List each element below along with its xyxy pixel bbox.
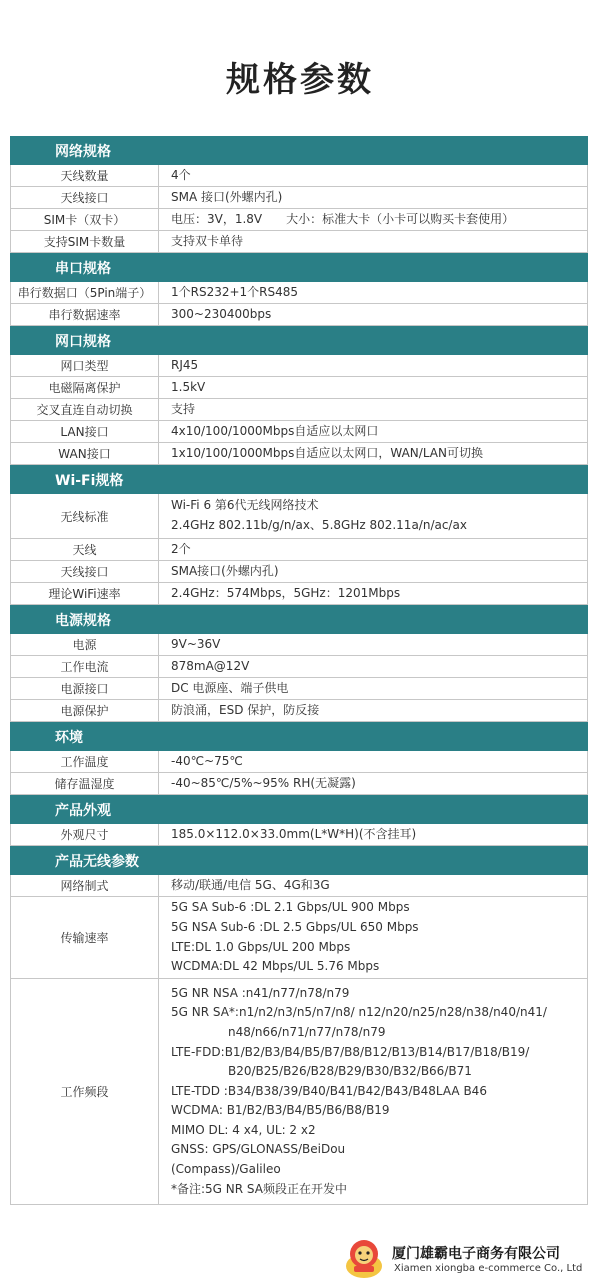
spec-row <box>10 187 588 209</box>
spec-row <box>10 282 588 304</box>
spec-value-line: WCDMA:DL 42 Mbps/UL 5.76 Mbps <box>171 959 380 974</box>
spec-label: 电源保护 <box>11 700 159 721</box>
spec-value <box>159 282 587 303</box>
section-header: 串口规格 <box>10 253 588 282</box>
page-title: 规格参数 <box>226 60 374 100</box>
spec-value <box>159 824 587 845</box>
spec-value-line: 300~230400bps <box>171 306 272 321</box>
spec-value <box>159 377 587 398</box>
spec-value <box>159 634 587 655</box>
spec-value <box>159 231 587 252</box>
spec-value <box>159 421 587 442</box>
spec-value-line: (Compass)/Galileo <box>171 1162 281 1177</box>
spec-label: LAN接口 <box>11 421 159 442</box>
spec-value-line: MIMO DL: 4 x4, UL: 2 x2 <box>171 1122 316 1137</box>
spec-label: 支持SIM卡数量 <box>11 231 159 252</box>
spec-row <box>10 304 588 326</box>
spec-value-line: 支持 <box>171 401 196 416</box>
spec-value-line: 移动/联通/电信 5G、4G和3G <box>171 877 330 892</box>
spec-value <box>159 751 587 772</box>
spec-row <box>10 377 588 399</box>
spec-row <box>10 751 588 773</box>
spec-row <box>10 443 588 465</box>
spec-label: 电磁隔离保护 <box>11 377 159 398</box>
section-header: 网口规格 <box>10 326 588 355</box>
section-header: 产品无线参数 <box>10 846 588 875</box>
spec-value-line: 1x10/100/1000Mbps自适应以太网口，WAN/LAN可切换 <box>171 445 483 460</box>
spec-row <box>10 494 588 539</box>
spec-row <box>10 773 588 795</box>
spec-label: SIM卡（双卡） <box>11 209 159 230</box>
company-footer <box>328 1236 590 1280</box>
spec-value-line: 5G SA Sub-6 :DL 2.1 Gbps/UL 900 Mbps <box>171 900 410 915</box>
spec-value-line: 5G NSA Sub-6 :DL 2.5 Gbps/UL 650 Mbps <box>171 919 419 934</box>
spec-value <box>159 700 587 721</box>
spec-value <box>159 897 587 978</box>
spec-row <box>10 634 588 656</box>
spec-value-line: 2个 <box>171 541 191 556</box>
spec-value <box>159 399 587 420</box>
spec-value-line: 5G NR NSA :n41/n77/n78/n79 <box>171 985 350 1000</box>
spec-value <box>159 583 587 604</box>
spec-label: 网络制式 <box>11 875 159 896</box>
spec-label: 串行数据口（5Pin端子） <box>11 282 159 303</box>
spec-value-line: 4个 <box>171 167 191 182</box>
spec-label: 交叉直连自动切换 <box>11 399 159 420</box>
section-header: 产品外观 <box>10 795 588 824</box>
spec-value-line: 1个RS232+1个RS485 <box>171 284 299 299</box>
spec-row <box>10 656 588 678</box>
spec-value <box>159 539 587 560</box>
spec-label: 外观尺寸 <box>11 824 159 845</box>
spec-row <box>10 700 588 722</box>
spec-value-line: 185.0×112.0×33.0mm(L*W*H)(不含挂耳) <box>171 826 417 841</box>
lion-mascot-icon <box>340 1236 388 1280</box>
spec-row <box>10 678 588 700</box>
section-header: Wi-Fi规格 <box>10 465 588 494</box>
spec-row <box>10 355 588 377</box>
spec-value-line: WCDMA: B1/B2/B3/B4/B5/B6/B8/B19 <box>171 1103 390 1118</box>
spec-row <box>10 824 588 846</box>
spec-value-line: 电压：3V，1.8V 大小：标准大卡（小卡可以购买卡套使用） <box>171 211 515 226</box>
spec-value-line: Wi-Fi 6 第6代无线网络技术 <box>171 498 319 513</box>
spec-label: 无线标准 <box>11 494 159 538</box>
spec-label: 天线数量 <box>11 165 159 186</box>
spec-value <box>159 656 587 677</box>
spec-value-line: 4x10/100/1000Mbps自适应以太网口 <box>171 423 379 438</box>
spec-value <box>159 678 587 699</box>
spec-value <box>159 561 587 582</box>
spec-label: 天线接口 <box>11 561 159 582</box>
spec-row <box>10 231 588 253</box>
spec-label: 储存温湿度 <box>11 773 159 794</box>
spec-value <box>159 494 587 538</box>
spec-label: 传输速率 <box>11 897 159 978</box>
spec-value-line: 2.4GHz 802.11b/g/n/ax、5.8GHz 802.11a/n/ac/ax <box>171 518 467 532</box>
section-header: 环境 <box>10 722 588 751</box>
company-name-en: Xiamen xiongba e-commerce Co., Ltd <box>394 1263 583 1274</box>
spec-label: 网口类型 <box>11 355 159 376</box>
spec-row <box>10 165 588 187</box>
spec-value-line: 878mA@12V <box>171 658 250 673</box>
spec-value-line: 支持双卡单待 <box>171 233 244 248</box>
spec-label: 电源 <box>11 634 159 655</box>
spec-value <box>159 875 587 896</box>
spec-label: 串行数据速率 <box>11 304 159 325</box>
spec-value-line: 5G NR SA*:n1/n2/n3/n5/n7/n8/ n12/n20/n25/n28/n38/n40/n41/ <box>171 1005 547 1020</box>
spec-value-line: LTE-TDD :B34/B38/39/B40/B41/B42/B43/B48LAA B46 <box>171 1083 487 1098</box>
spec-label: 理论WiFi速率 <box>11 583 159 604</box>
section-header: 网络规格 <box>10 136 588 165</box>
spec-value <box>159 443 587 464</box>
spec-value-line: LTE:DL 1.0 Gbps/UL 200 Mbps <box>171 939 351 954</box>
spec-value-line: RJ45 <box>171 357 199 372</box>
spec-value <box>159 979 587 1204</box>
spec-table <box>10 136 588 1205</box>
spec-value <box>159 209 587 230</box>
spec-row <box>10 539 588 561</box>
spec-value-line: LTE-FDD:B1/B2/B3/B4/B5/B7/B8/B12/B13/B14/B17/B18/B19/ <box>171 1044 530 1059</box>
spec-row <box>10 875 588 897</box>
spec-value-line: DC 电源座、端子供电 <box>171 680 289 695</box>
spec-value-line: -40~85℃/5%~95% RH(无凝露) <box>171 775 356 790</box>
spec-label: 天线 <box>11 539 159 560</box>
spec-label: 工作电流 <box>11 656 159 677</box>
spec-value <box>159 355 587 376</box>
spec-row <box>10 421 588 443</box>
spec-value-line: SMA 接口(外螺内孔) <box>171 189 283 204</box>
spec-label: 工作频段 <box>11 979 159 1204</box>
spec-label: 电源接口 <box>11 678 159 699</box>
spec-value-line: 2.4GHz：574Mbps，5GHz：1201Mbps <box>171 585 401 600</box>
section-header: 电源规格 <box>10 605 588 634</box>
spec-value-line: n48/n66/n71/n77/n78/n79 <box>228 1024 386 1039</box>
spec-value-line: 1.5kV <box>171 379 206 394</box>
spec-value-line: *备注:5G NR SA频段正在开发中 <box>171 1181 347 1196</box>
spec-value-line: GNSS: GPS/GLONASS/BeiDou <box>171 1142 346 1157</box>
spec-value <box>159 187 587 208</box>
spec-row <box>10 209 588 231</box>
company-name-cn: 厦门雄霸电子商务有限公司 <box>392 1246 560 1262</box>
spec-value <box>159 165 587 186</box>
spec-value-line: -40℃~75℃ <box>171 753 243 768</box>
spec-row <box>10 979 588 1205</box>
spec-value <box>159 773 587 794</box>
spec-row <box>10 583 588 605</box>
spec-value-line: 防浪涌，ESD 保护，防反接 <box>171 702 320 717</box>
spec-label: 工作温度 <box>11 751 159 772</box>
spec-row <box>10 561 588 583</box>
spec-label: WAN接口 <box>11 443 159 464</box>
spec-value-line: B20/B25/B26/B28/B29/B30/B32/B66/B71 <box>228 1064 472 1079</box>
spec-row <box>10 399 588 421</box>
spec-value-line: 9V~36V <box>171 636 221 651</box>
spec-row <box>10 897 588 979</box>
spec-value-line: SMA接口(外螺内孔) <box>171 563 279 578</box>
spec-value <box>159 304 587 325</box>
spec-label: 天线接口 <box>11 187 159 208</box>
